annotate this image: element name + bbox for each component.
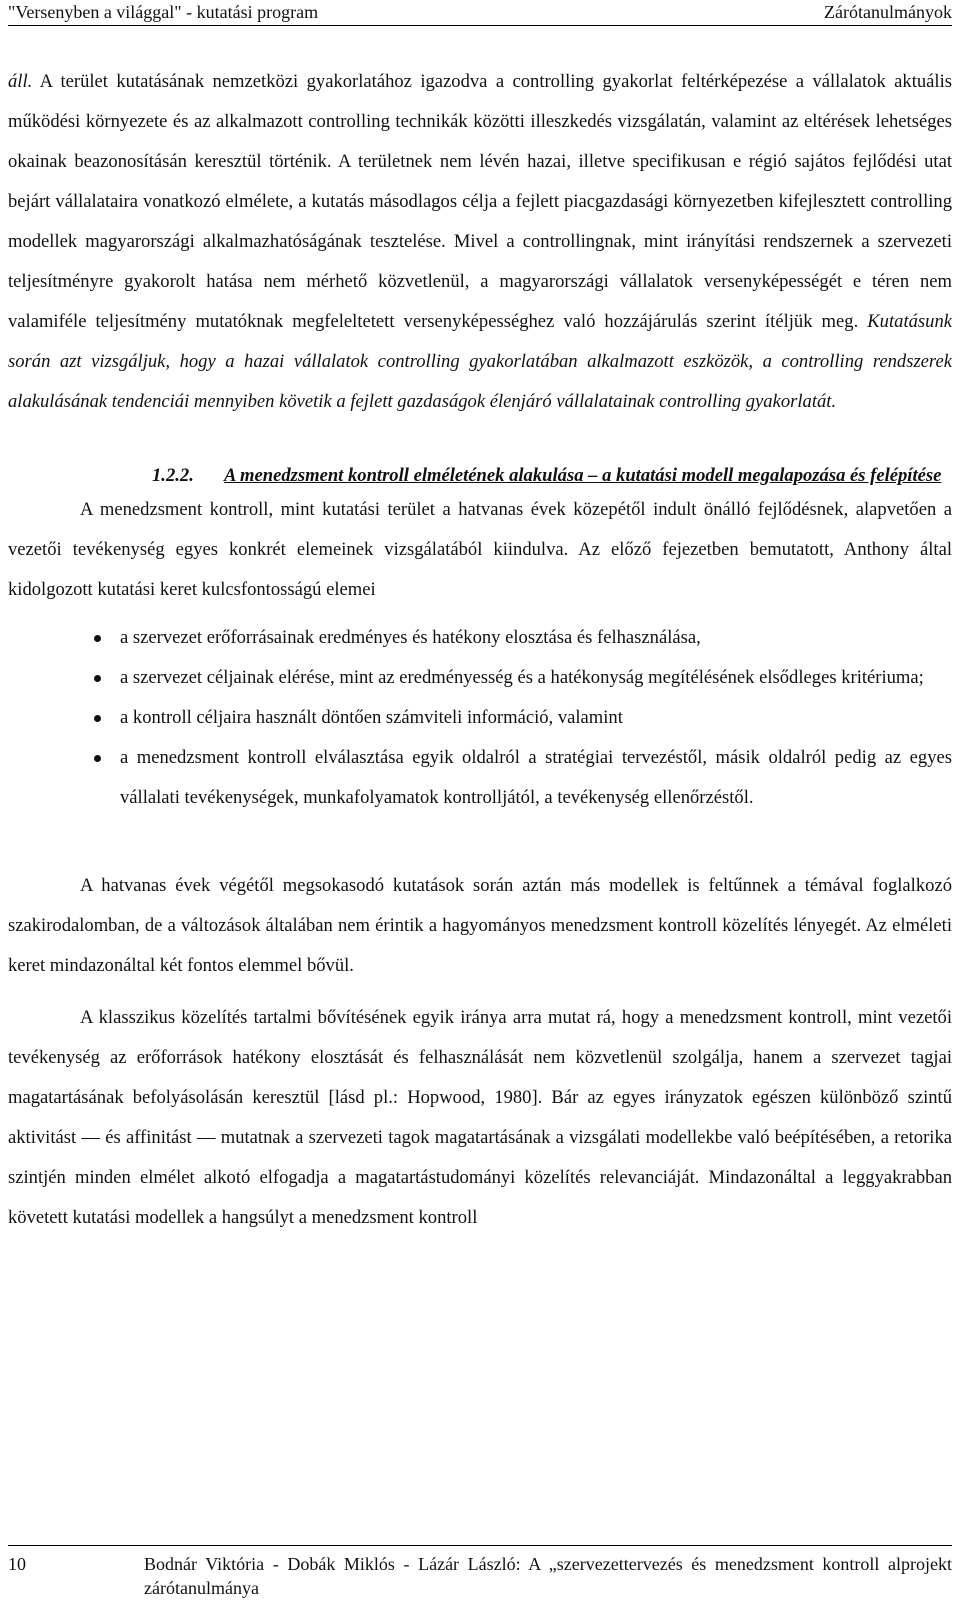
list-item: a kontroll céljaira használt döntően számviteli információ, valamint bbox=[8, 698, 952, 738]
paragraph-anthony-framework: A menedzsment kontroll, mint kutatási terület a hatvanas évek közepétől indult önálló fejlődésnek, alapvetően a vezetői tevékenység egyes konkrét elemeinek vizsgálatából kiindulva. Az előző fejezetben bemutatott, Anthony által kidolgozott kutatási keret kulcsfontosságú elemei bbox=[8, 499, 952, 600]
paragraph-classical-extension: A klasszikus közelítés tartalmi bővítésének egyik iránya arra mutat rá, hogy a menedzsment kontroll, mint vezetői tevékenység az erőforrások hatékony elosztását és felhasználását nem közvetlenül szolgálja, hanem a szervezet tagjai magatartásának befolyásolásán keresztül [lásd pl.: Hopwood, 1980]. Bár az egyes irányzatok egészen különböző szintű aktivitást — és affinitást — mutatnak a szervezeti tagok magatartásának a vizsgálati modellekbe való beépítésében, a retorika szintjén minden elmélet alkotó elfogadja a magatartástudományi közelítés relevanciáját. Mindazonáltal a leggyakrabban követett kutatási modellek a hangsúlyt a menedzsment kontroll bbox=[8, 1007, 952, 1228]
body-text bbox=[8, 62, 952, 1238]
running-header bbox=[8, 0, 952, 26]
bullet-icon bbox=[94, 715, 101, 722]
section-heading bbox=[8, 464, 952, 488]
section-number: 1.2.2. bbox=[152, 465, 194, 486]
page-number: 10 bbox=[8, 1554, 26, 1574]
page-footer bbox=[8, 1545, 952, 1598]
paragraph-main-text: A terület kutatásának nemzetközi gyakorlatához igazodva a controlling gyakorlat feltérképezése a vállalatok aktuális működési környezete és az alkalmazott controlling technikák közötti illeszkedés vizsgálatán, valamint az eltérések lehetséges okainak beazonosításán keresztül történik. A területnek nem lévén hazai, illetve specifikusan e régió sajátos fejlődési utat bejárt vállalataira vonatkozó elmélete, a kutatás másodlagos célja a fejlett piacgazdasági környezetben kifejlesztett controlling modellek magyarországi alkalmazhatóságának tesztelése. Mivel a controllingnak, mint irányítási rendszernek a szervezeti teljesítményre gyakorolt hatása nem mérhető közvetlenül, a magyarországi vállalatok versenyképességét e téren nem valamiféle teljesítmény mutatóknak megfeleltetett versenyképességhez való hozzájárulás szerint ítéljük meg. bbox=[8, 71, 952, 332]
bullet-list bbox=[8, 618, 952, 818]
paragraph-controlling-research bbox=[8, 62, 952, 422]
section-title: A menedzsment kontroll elméletének alakulása – a kutatási modell megalapozása és felépítése bbox=[224, 465, 942, 486]
research-question-italic: Kutatásunk során azt vizsgáljuk, hogy a hazai vállalatok controlling gyakorlatában alkalmazott eszközök, a controlling rendszerek alakulásának tendenciái mennyiben követik a fejlett gazdaságok élenjáró vállalatainak controlling gyakorlatát. bbox=[8, 311, 952, 412]
bullet-icon bbox=[94, 755, 101, 762]
bullet-icon bbox=[94, 635, 101, 642]
paragraph-lead-italic: áll. bbox=[8, 71, 33, 92]
list-item: a szervezet erőforrásainak eredményes és hatékony elosztása és felhasználása, bbox=[8, 618, 952, 658]
list-item: a szervezet céljainak elérése, mint az eredményesség és a hatékonyság megítélésének elsődleges kritériuma; bbox=[8, 658, 952, 698]
footer-authors: Bodnár Viktória - Dobák Miklós - Lázár László: A „szervezettervezés és menedzsment kontroll alprojekt zárótanulmánya bbox=[144, 1554, 952, 1598]
paragraph-later-models: A hatvanas évek végétől megsokasodó kutatások során aztán más modellek is feltűnnek a témával foglalkozó szakirodalomban, de a változások általában nem érintik a hagyományos menedzsment kontroll közelítés lényegét. Az elméleti keret mindazonáltal két fontos elemmel bővül. bbox=[8, 875, 952, 976]
header-program-title: "Versenyben a világgal" - kutatási program bbox=[8, 2, 319, 22]
header-section-label: Zárótanulmányok bbox=[824, 2, 952, 22]
list-item: a menedzsment kontroll elválasztása egyik oldalról a stratégiai tervezéstől, másik oldalról pedig az egyes vállalati tevékenységek, munkafolyamatok kontrolljától, a tevékenység ellenőrzéstől. bbox=[8, 738, 952, 818]
bullet-icon bbox=[94, 675, 101, 682]
